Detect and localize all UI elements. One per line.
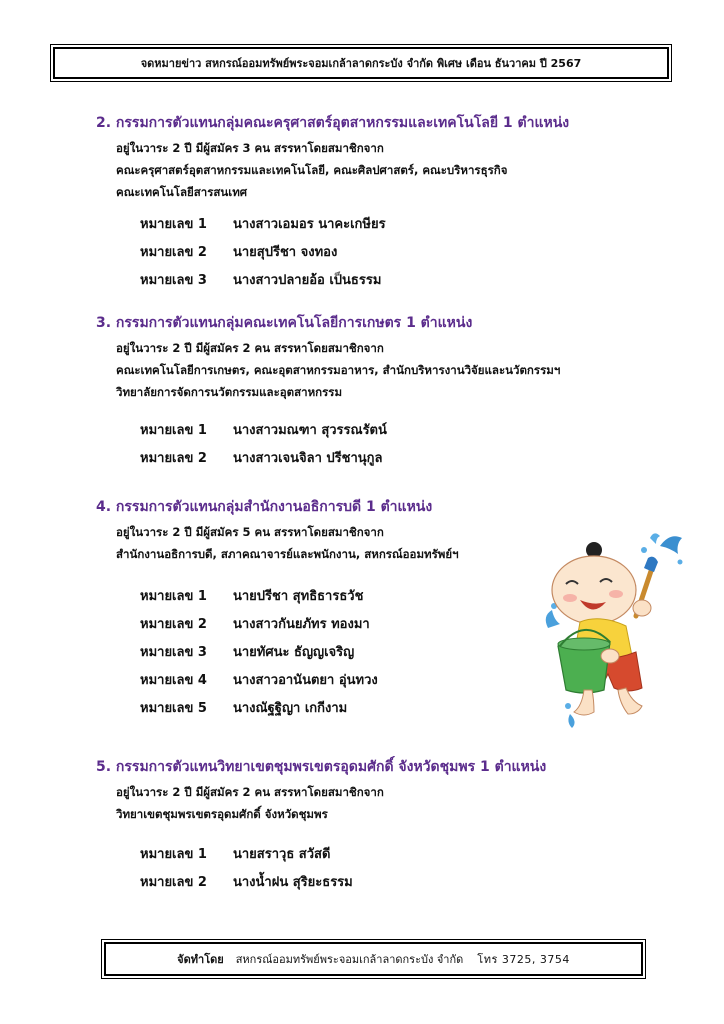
footer-phone: โทร 3725, 3754	[477, 953, 570, 966]
candidate-number: หมายเลข 3	[140, 645, 207, 660]
section-term-line: อยู่ในวาระ 2 ปี มีผู้สมัคร 3 คน สรรหาโดยสมาชิกจาก	[116, 141, 384, 155]
newsletter-footer	[104, 942, 643, 976]
candidate-name: นางสาวมณฑา สุวรรณรัตน์	[233, 423, 387, 438]
candidate-name: นางสาวเอมอร นาคะเกษียร	[233, 217, 386, 232]
candidate-name: นายสุปรีชา จงทอง	[233, 245, 338, 260]
section-faculty-line: สำนักงานอธิการบดี, สภาคณาจารย์และพนักงาน, สหกรณ์ออมทรัพย์ฯ	[116, 547, 459, 561]
section-5	[96, 757, 696, 897]
candidate-name: นางน้ำฝน สุริยะธรรม	[233, 875, 353, 890]
section-faculty-line: คณะเทคโนโลยีสารสนเทศ	[116, 185, 248, 199]
section-faculty-line: คณะเทคโนโลยีการเกษตร, คณะอุตสาหกรรมอาหาร, สำนักบริหารงานวิจัยและนวัตกรรมฯ	[116, 363, 561, 377]
candidate-name: นายทัศนะ ธัญญเจริญ	[233, 645, 355, 660]
candidate-number: หมายเลข 1	[140, 847, 207, 862]
candidate-name: นางณัฐฐิญา เกกีงาม	[233, 701, 348, 716]
candidate-number: หมายเลข 1	[140, 217, 207, 232]
footer-label: จัดทำโดย	[177, 953, 224, 966]
section-term-line: อยู่ในวาระ 2 ปี มีผู้สมัคร 2 คน สรรหาโดยสมาชิกจาก	[116, 785, 384, 799]
candidate-number: หมายเลข 3	[140, 273, 207, 288]
section-faculty-line: วิทยาลัยการจัดการนวัตกรรมและอุตสาหกรรม	[116, 385, 343, 399]
candidate-item	[140, 841, 696, 869]
section-title: 5. กรรมการตัวแทนวิทยาเขตชุมพรเขตรอุดมศักดิ์ จังหวัดชุมพร 1 ตำแหน่ง	[96, 759, 547, 775]
candidate-number: หมายเลข 1	[140, 423, 207, 438]
section-faculty-line: วิทยาเขตชุมพรเขตรอุดมศักดิ์ จังหวัดชุมพร	[116, 807, 328, 821]
section-title: 2. กรรมการตัวแทนกลุ่มคณะครุศาสตร์อุตสาหกรรมและเทคโนโลยี 1 ตำแหน่ง	[96, 115, 570, 131]
candidate-name: นางสาวกันยภัทร ทองมา	[233, 617, 370, 632]
section-title: 4. กรรมการตัวแทนกลุ่มสำนักงานอธิการบดี 1 ตำแหน่ง	[96, 499, 433, 515]
candidate-list	[96, 211, 696, 295]
candidate-item	[140, 869, 696, 897]
section-term-line: อยู่ในวาระ 2 ปี มีผู้สมัคร 5 คน สรรหาโดยสมาชิกจาก	[116, 525, 384, 539]
candidate-name: นางสาวปลายอ้อ เป็นธรรม	[233, 273, 382, 288]
candidate-number: หมายเลข 4	[140, 673, 207, 688]
candidate-number: หมายเลข 2	[140, 617, 207, 632]
candidate-list	[96, 841, 696, 897]
candidate-name: นางสาวอานันตยา อุ่นทวง	[233, 673, 378, 688]
candidate-list	[96, 417, 696, 473]
candidate-item	[140, 211, 696, 239]
candidate-item	[140, 417, 696, 445]
candidate-number: หมายเลข 5	[140, 701, 207, 716]
section-3	[96, 313, 696, 473]
newsletter-header	[53, 47, 669, 79]
section-faculty-line: คณะครุศาสตร์อุตสาหกรรมและเทคโนโลยี, คณะศิลปศาสตร์, คณะบริหารธุรกิจ	[116, 163, 508, 177]
candidate-number: หมายเลข 2	[140, 875, 207, 890]
header-text: จดหมายข่าว สหกรณ์ออมทรัพย์พระจอมเกล้าลาดกระบัง จำกัด พิเศษ เดือน ธันวาคม ปี 2567	[140, 57, 582, 70]
candidate-number: หมายเลข 2	[140, 451, 207, 466]
candidate-item	[140, 239, 696, 267]
candidate-name: นายสราวุธ สวัสดี	[233, 847, 331, 862]
candidate-number: หมายเลข 2	[140, 245, 207, 260]
section-term-line: อยู่ในวาระ 2 ปี มีผู้สมัคร 2 คน สรรหาโดยสมาชิกจาก	[116, 341, 384, 355]
candidate-item	[140, 267, 696, 295]
candidate-item	[140, 445, 696, 473]
section-2	[96, 113, 696, 295]
footer-org: สหกรณ์ออมทรัพย์พระจอมเกล้าลาดกระบัง จำกัด	[235, 953, 464, 966]
candidate-number: หมายเลข 1	[140, 589, 207, 604]
candidate-name: นายปรีชา สุทธิธารธวัช	[233, 589, 364, 604]
candidate-name: นางสาวเจนจิลา ปรีชานุกูล	[233, 451, 383, 466]
section-title: 3. กรรมการตัวแทนกลุ่มคณะเทคโนโลยีการเกษตร 1 ตำแหน่ง	[96, 315, 473, 331]
songkran-child-splashing-water-icon	[540, 528, 690, 733]
